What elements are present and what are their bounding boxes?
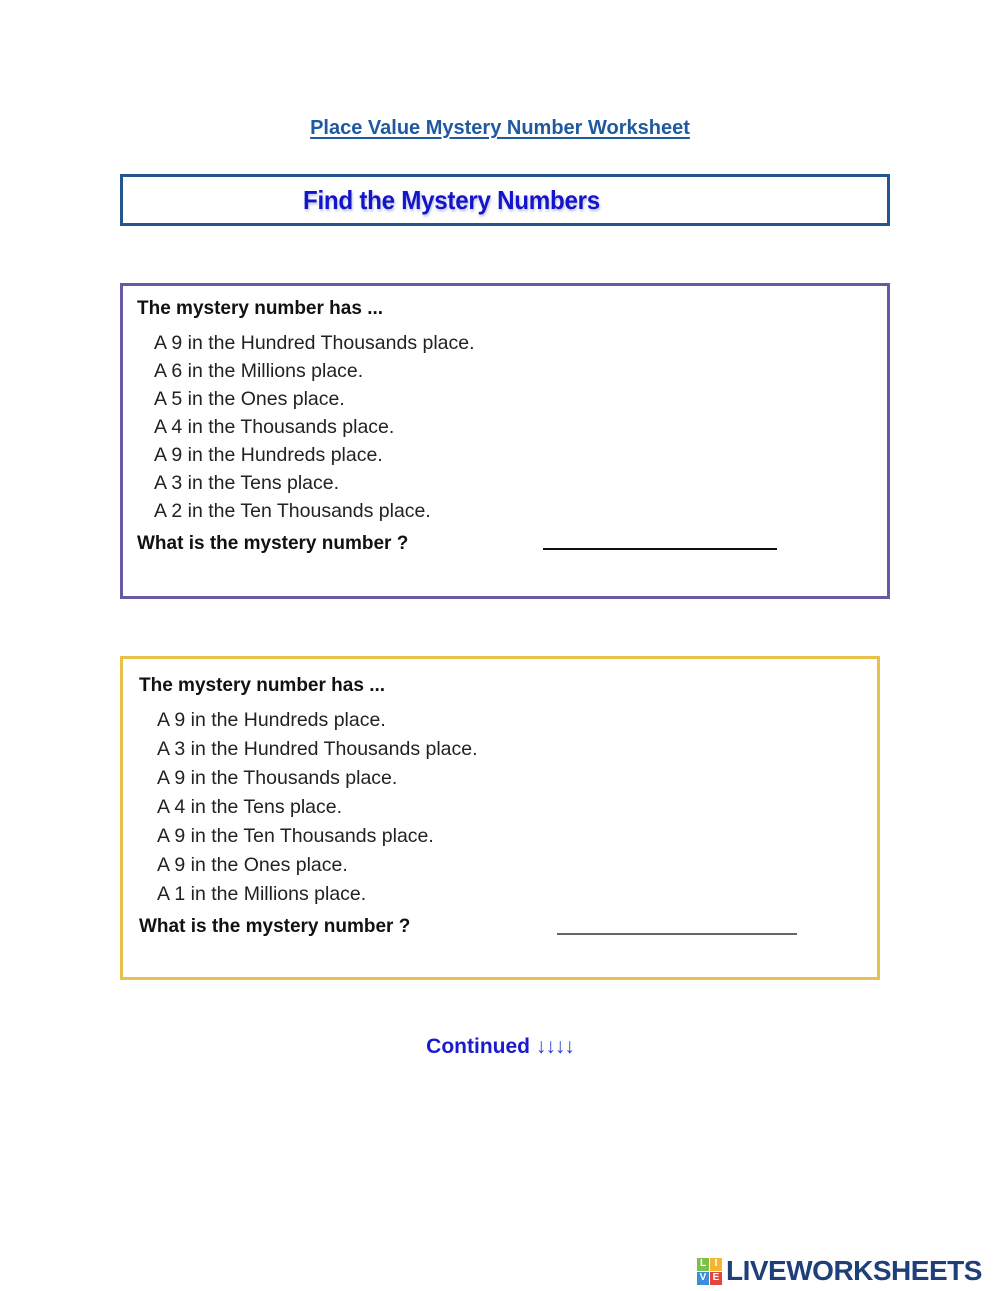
liveworksheets-logo <box>697 1256 982 1286</box>
logo-block-e: E <box>710 1272 722 1285</box>
clue-item: A 5 in the Ones place. <box>154 388 345 410</box>
answer-field[interactable] <box>557 933 797 935</box>
puzzle-card-2 <box>120 656 880 980</box>
logo-block-i: I <box>710 1258 722 1271</box>
logo-block-l: L <box>697 1258 709 1271</box>
worksheet-title: Place Value Mystery Number Worksheet <box>310 117 690 139</box>
clue-item: A 3 in the Tens place. <box>154 472 340 494</box>
banner-heading: Find the Mystery Numbers <box>303 185 600 215</box>
puzzle-intro: The mystery number has ... <box>139 675 386 696</box>
clue-item: A 4 in the Tens place. <box>157 796 343 818</box>
clue-item: A 9 in the Ten Thousands place. <box>157 825 434 847</box>
continued-label: Continued <box>426 1035 530 1058</box>
clue-item: A 3 in the Hundred Thousands place. <box>157 738 478 760</box>
puzzle-question: What is the mystery number ? <box>137 533 409 554</box>
continued-note <box>0 1035 1000 1059</box>
clue-item: A 2 in the Ten Thousands place. <box>154 500 431 522</box>
clue-item: A 6 in the Millions place. <box>154 360 364 382</box>
puzzle-intro: The mystery number has ... <box>137 298 384 319</box>
answer-field[interactable] <box>543 548 777 550</box>
logo-wordmark: LIVEWORKSHEETS <box>726 1255 982 1286</box>
clue-item: A 9 in the Thousands place. <box>157 767 398 789</box>
logo-block-v: V <box>697 1272 709 1285</box>
puzzle-card-1 <box>120 283 890 599</box>
clue-item: A 9 in the Hundreds place. <box>154 444 383 466</box>
clue-item: A 9 in the Ones place. <box>157 854 348 876</box>
banner-box <box>120 174 890 226</box>
clue-item: A 1 in the Millions place. <box>157 883 367 905</box>
live-blocks-icon <box>697 1258 722 1285</box>
clue-item: A 9 in the Hundred Thousands place. <box>154 332 475 354</box>
clue-item: A 4 in the Thousands place. <box>154 416 395 438</box>
puzzle-question: What is the mystery number ? <box>139 916 411 937</box>
down-arrows-icon: ↓↓↓↓ <box>535 1035 574 1058</box>
clue-item: A 9 in the Hundreds place. <box>157 709 386 731</box>
